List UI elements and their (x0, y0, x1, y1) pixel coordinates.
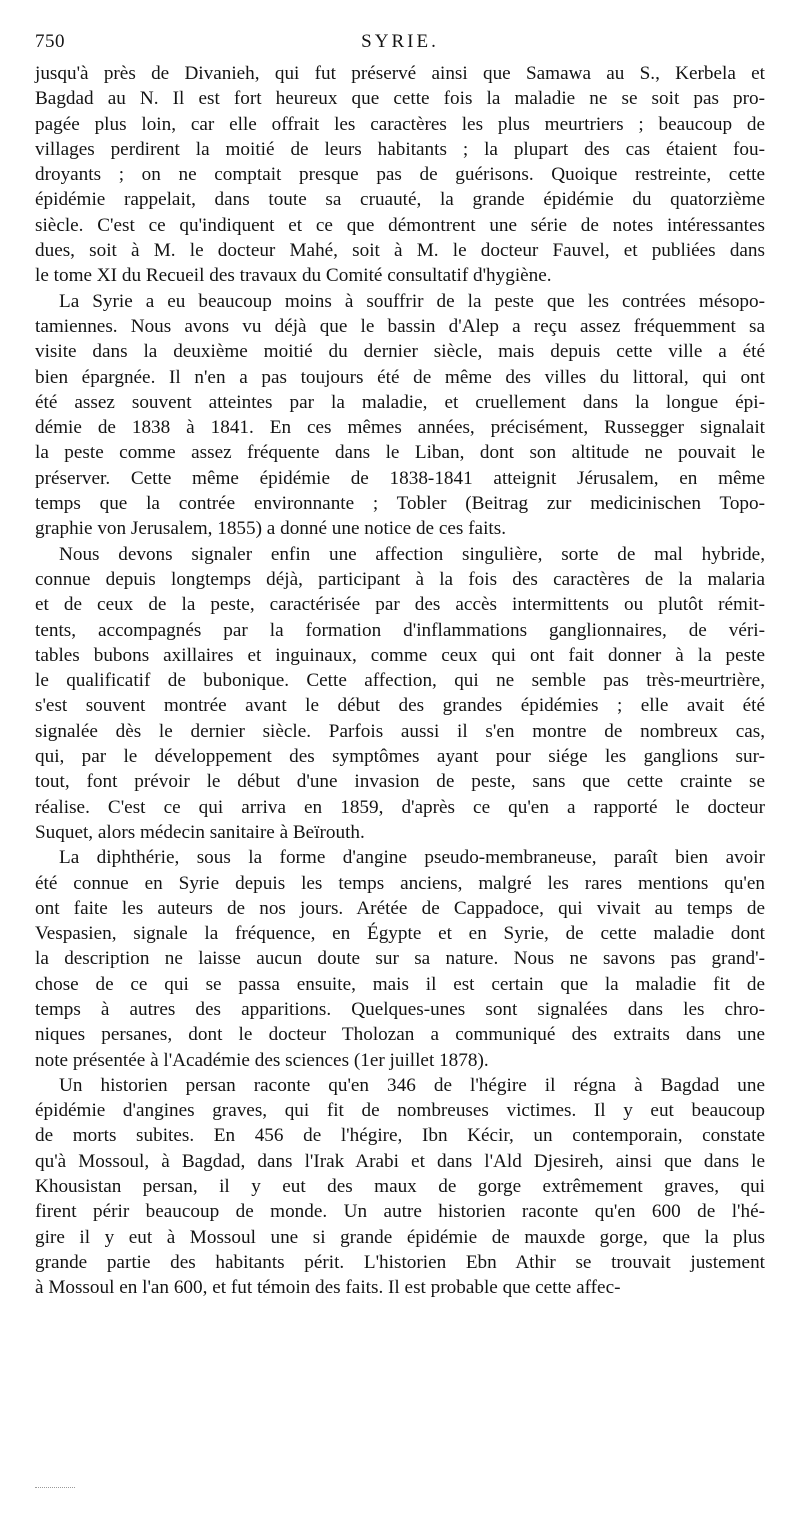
text-line: tout, font prévoir le début d'une invasion de peste, sans que cette crainte se (35, 771, 765, 793)
text-line: le qualificatif de bubonique. Cette affection, qui ne semble pas très-meurtrière, (35, 670, 765, 692)
text-line: ont faite les auteurs de nos jours. Arétée de Cappadoce, qui vivait au temps de (35, 897, 765, 919)
text-line: niques persanes, dont le docteur Tholozan a communiqué des extraits dans une (35, 1024, 765, 1046)
text-line: qui, par le développement des symptômes ayant pour siége les ganglions sur- (35, 746, 765, 768)
text-line: graphie von Jerusalem, 1855) a donné une notice de ces faits. (35, 518, 507, 540)
text-line: été assez souvent atteintes par la maladie, et cruellement dans la longue épi- (35, 391, 765, 413)
text-line: chose de ce qui se passa ensuite, mais il est certain que la maladie fit de (35, 973, 765, 995)
text-line: et de ceux de la peste, caractérisée par des accès intermittents ou plutôt rémit- (35, 594, 765, 616)
text-line: La diphthérie, sous la forme d'angine pseudo-membraneuse, paraît bien avoir (59, 847, 765, 869)
text-line: qu'à Mossoul, à Bagdad, dans l'Irak Arabi et dans l'Ald Djesireh, ainsi que dans le (35, 1150, 765, 1172)
footer-rule (35, 1487, 75, 1488)
running-head: SYRIE. (361, 31, 439, 52)
text-line: droyants ; on ne comptait presque pas de guérisons. Quoique restreinte, cette (35, 164, 765, 186)
text-line: temps que la contrée environnante ; Tobler (Beitrag zur medicinischen Topo- (35, 493, 765, 515)
text-line: Nous devons signaler enfin une affection singulière, sorte de mal hybride, (59, 543, 765, 565)
text-line: à Mossoul en l'an 600, et fut témoin des faits. Il est probable que cette affec- (35, 1277, 621, 1299)
text-line: la description ne laisse aucun doute sur sa nature. Nous ne savons pas grand'- (35, 948, 765, 970)
paragraph (35, 845, 765, 1073)
text-line: Un historien persan raconte qu'en 346 de l'hégire il régna à Bagdad une (59, 1074, 765, 1096)
paragraph (35, 542, 765, 846)
text-line: signalée dès le dernier siècle. Parfois aussi il s'en montre de nombreux cas, (35, 720, 765, 742)
text-line: démie de 1838 à 1841. En ces mêmes années, précisément, Russegger signalait (35, 417, 765, 439)
text-line: épidémie d'angines graves, qui fit de nombreuses victimes. Il y eut beaucoup (35, 1100, 765, 1122)
text-line: temps à autres des apparitions. Quelques-unes sont signalées dans les chro- (35, 998, 765, 1020)
body-text (35, 61, 765, 1301)
text-line: pagée plus loin, car elle offrait les caractères les plus meurtriers ; beaucoup de (35, 113, 765, 135)
text-line: tamiennes. Nous avons vu déjà que le bassin d'Alep a reçu assez fréquemment sa (35, 315, 765, 337)
paragraph (35, 61, 765, 289)
text-line: été connue en Syrie depuis les temps anciens, malgré les rares mentions qu'en (35, 872, 765, 894)
text-line: firent périr beaucoup de monde. Un autre historien raconte qu'en 600 de l'hé- (35, 1201, 765, 1223)
text-line: s'est souvent montrée avant le début des grandes épidémies ; elle avait été (35, 695, 765, 717)
text-line: villages perdirent la moitié de leurs habitants ; la plupart des cas étaient fou- (35, 138, 765, 160)
text-line: de morts subites. En 456 de l'hégire, Ibn Kécir, un contemporain, constate (35, 1125, 765, 1147)
text-line: siècle. C'est ce qu'indiquent et ce que démontrent une série de notes intéressantes (35, 214, 765, 236)
page-header (35, 28, 765, 56)
text-line: connue depuis longtemps déjà, participant à la fois des caractères de la malaria (35, 568, 765, 590)
text-line: La Syrie a eu beaucoup moins à souffrir de la peste que les contrées mésopo- (59, 290, 765, 312)
text-line: préserver. Cette même épidémie de 1838-1841 atteignit Jérusalem, en même (35, 467, 765, 489)
text-line: Suquet, alors médecin sanitaire à Beïrouth. (35, 821, 365, 843)
text-line: gire il y eut à Mossoul une si grande épidémie de mauxde gorge, que la plus (35, 1226, 765, 1248)
text-line: Bagdad au N. Il est fort heureux que cette fois la maladie ne se soit pas pro- (35, 88, 765, 110)
book-page (35, 28, 765, 1301)
text-line: bien épargnée. Il n'en a pas toujours été de même des villes du littoral, qui ont (35, 366, 765, 388)
text-line: le tome XI du Recueil des travaux du Comité consultatif d'hygiène. (35, 265, 552, 287)
text-line: dues, soit à M. le docteur Mahé, soit à M. le docteur Fauvel, et publiées dans (35, 240, 765, 262)
page-number: 750 (35, 31, 65, 52)
text-line: tables bubons axillaires et inguinaux, comme ceux qui ont fait donner à la peste (35, 644, 765, 666)
paragraph (35, 1073, 765, 1301)
text-line: épidémie rappelait, dans toute sa cruauté, la grande épidémie du quatorzième (35, 189, 765, 211)
text-line: grande partie des habitants périt. L'historien Ebn Athir se trouvait justement (35, 1251, 765, 1273)
text-line: Vespasien, signale la fréquence, en Égypte et en Syrie, de cette maladie dont (35, 923, 765, 945)
text-line: visite dans la deuxième moitié du dernier siècle, mais depuis cette ville a été (35, 341, 765, 363)
text-line: Khousistan persan, il y eut des maux de gorge extrêmement graves, qui (35, 1176, 765, 1198)
text-line: réalise. C'est ce qui arriva en 1859, d'après ce qu'en a rapporté le docteur (35, 796, 765, 818)
text-line: note présentée à l'Académie des sciences (1er juillet 1878). (35, 1049, 489, 1071)
text-line: la peste comme assez fréquente dans le Liban, dont son altitude ne pouvait le (35, 442, 765, 464)
text-line: jusqu'à près de Divanieh, qui fut préservé ainsi que Samawa au S., Kerbela et (35, 63, 765, 84)
paragraph (35, 289, 765, 542)
text-line: tents, accompagnés par la formation d'inflammations ganglionnaires, de véri- (35, 619, 765, 641)
